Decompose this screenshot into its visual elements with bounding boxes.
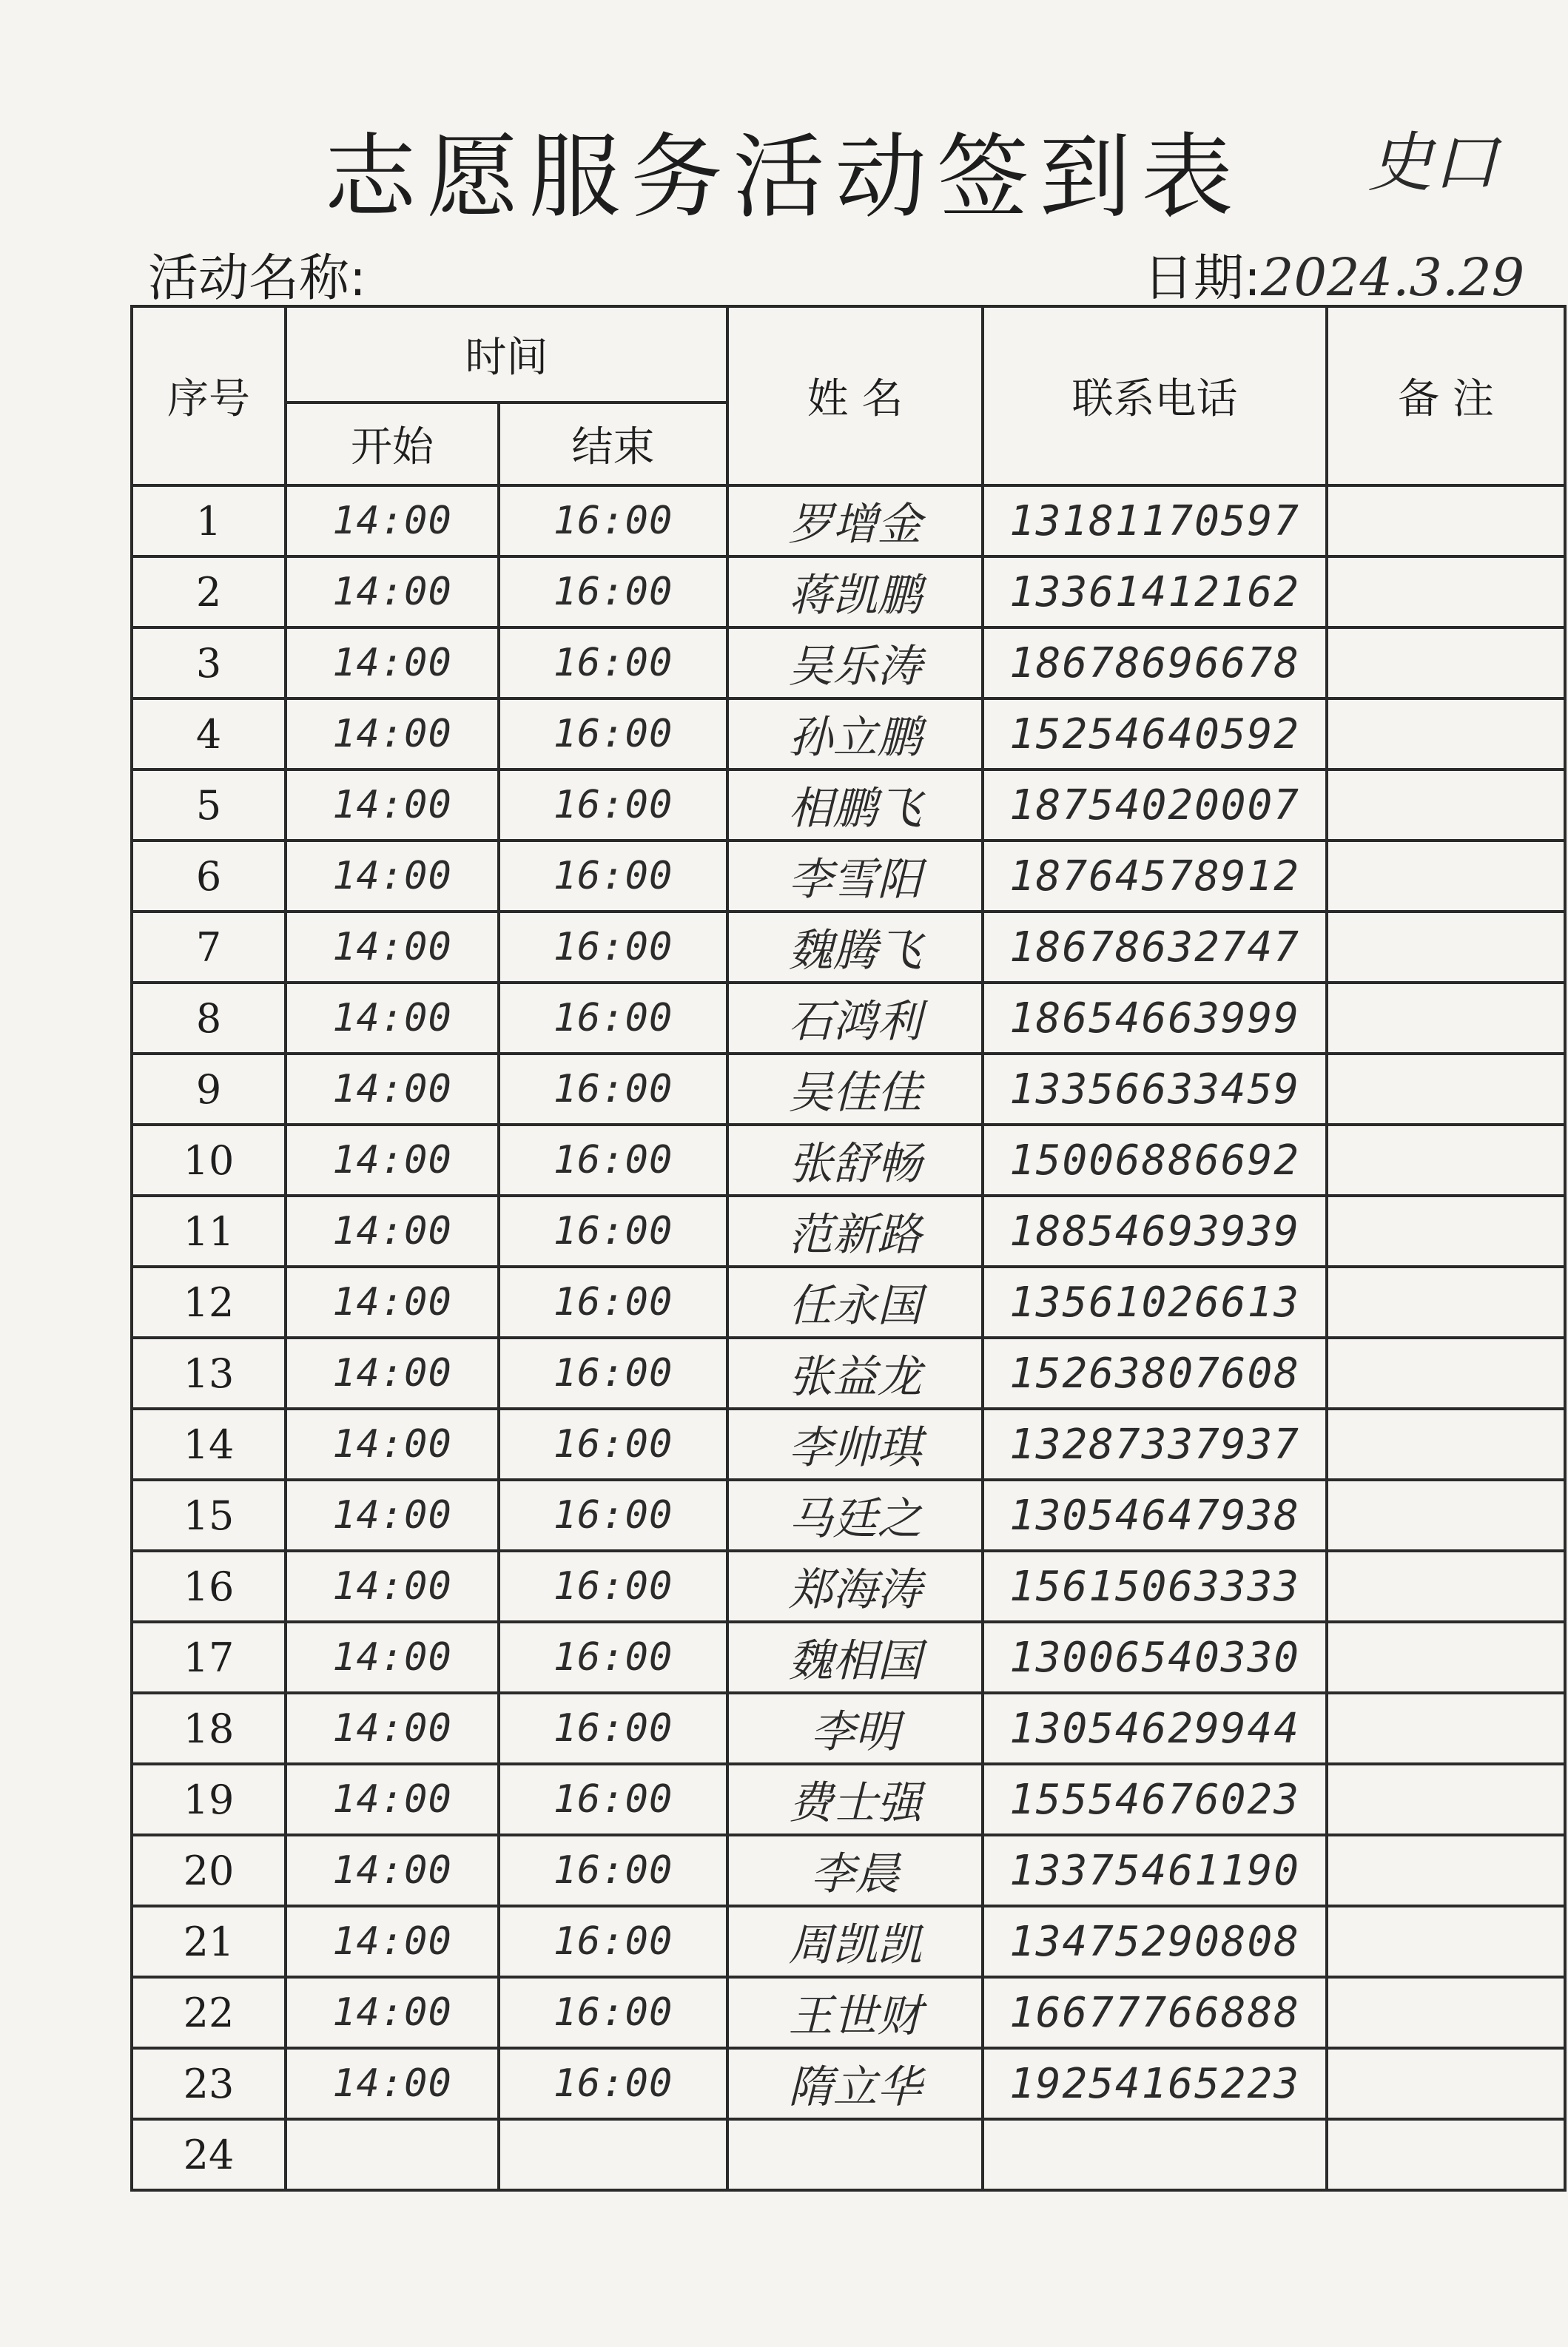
start-time: 14:00 bbox=[286, 1480, 499, 1551]
end-time: 16:00 bbox=[499, 1480, 727, 1551]
phone-number: 13475290808 bbox=[983, 1906, 1327, 1977]
row-index: 13 bbox=[132, 1338, 286, 1409]
row-index: 14 bbox=[132, 1409, 286, 1480]
note-cell bbox=[1327, 983, 1565, 1054]
start-time: 14:00 bbox=[286, 1906, 499, 1977]
signature-name: 任永国 bbox=[727, 1267, 983, 1338]
start-time: 14:00 bbox=[286, 912, 499, 983]
row-index: 24 bbox=[132, 2119, 286, 2190]
signature-name: 罗增金 bbox=[727, 485, 983, 556]
row-index: 8 bbox=[132, 983, 286, 1054]
end-time: 16:00 bbox=[499, 1196, 727, 1267]
note-cell bbox=[1327, 556, 1565, 627]
phone-number: 16677766888 bbox=[983, 1977, 1327, 2048]
note-cell bbox=[1327, 485, 1565, 556]
start-time: 14:00 bbox=[286, 485, 499, 556]
phone-number: 18754020007 bbox=[983, 770, 1327, 841]
phone-number: 13361412162 bbox=[983, 556, 1327, 627]
date-value: 2024.3.29 bbox=[1260, 247, 1525, 308]
note-cell bbox=[1327, 2048, 1565, 2119]
row-index: 22 bbox=[132, 1977, 286, 2048]
header-name: 姓 名 bbox=[727, 306, 983, 485]
note-cell bbox=[1327, 1835, 1565, 1906]
page-title: 志愿服务活动签到表 bbox=[324, 124, 1244, 231]
table-row bbox=[132, 770, 1565, 841]
signature-name: 李雪阳 bbox=[727, 841, 983, 912]
signature-name: 吴佳佳 bbox=[727, 1054, 983, 1125]
note-cell bbox=[1327, 1125, 1565, 1196]
signature-name: 马廷之 bbox=[727, 1480, 983, 1551]
phone-number: 13054629944 bbox=[983, 1693, 1327, 1764]
table-row bbox=[132, 1551, 1565, 1622]
date-field bbox=[1143, 238, 1524, 310]
start-time: 14:00 bbox=[286, 1977, 499, 2048]
end-time: 16:00 bbox=[499, 1551, 727, 1622]
end-time: 16:00 bbox=[499, 1693, 727, 1764]
table-row bbox=[132, 1480, 1565, 1551]
row-index: 1 bbox=[132, 485, 286, 556]
note-cell bbox=[1327, 1551, 1565, 1622]
table-row bbox=[132, 983, 1565, 1054]
table-row bbox=[132, 1054, 1565, 1125]
note-cell bbox=[1327, 1196, 1565, 1267]
start-time: 14:00 bbox=[286, 1693, 499, 1764]
phone-number: 13356633459 bbox=[983, 1054, 1327, 1125]
end-time: 16:00 bbox=[499, 1267, 727, 1338]
row-index: 7 bbox=[132, 912, 286, 983]
start-time: 14:00 bbox=[286, 1835, 499, 1906]
phone-number: 15554676023 bbox=[983, 1764, 1327, 1835]
header-time: 时间 bbox=[286, 306, 727, 403]
signature-name: 蒋凯鹏 bbox=[727, 556, 983, 627]
note-cell bbox=[1327, 2119, 1565, 2190]
header-phone: 联系电话 bbox=[983, 306, 1327, 485]
start-time: 14:00 bbox=[286, 556, 499, 627]
end-time: 16:00 bbox=[499, 841, 727, 912]
start-time: 14:00 bbox=[286, 1764, 499, 1835]
end-time: 16:00 bbox=[499, 1835, 727, 1906]
row-index: 3 bbox=[132, 627, 286, 698]
signature-name: 李明 bbox=[727, 1693, 983, 1764]
row-index: 23 bbox=[132, 2048, 286, 2119]
signature-name: 魏腾飞 bbox=[727, 912, 983, 983]
end-time: 16:00 bbox=[499, 1125, 727, 1196]
row-index: 15 bbox=[132, 1480, 286, 1551]
start-time: 14:00 bbox=[286, 1054, 499, 1125]
end-time: 16:00 bbox=[499, 1338, 727, 1409]
row-index: 9 bbox=[132, 1054, 286, 1125]
note-cell bbox=[1327, 1764, 1565, 1835]
start-time: 14:00 bbox=[286, 1622, 499, 1693]
activity-name-label: 活动名称: bbox=[148, 249, 366, 308]
signature-name: 范新路 bbox=[727, 1196, 983, 1267]
note-cell bbox=[1327, 1267, 1565, 1338]
phone-number: 15006886692 bbox=[983, 1125, 1327, 1196]
start-time: 14:00 bbox=[286, 698, 499, 770]
phone-number bbox=[983, 2119, 1327, 2190]
note-cell bbox=[1327, 1054, 1565, 1125]
note-cell bbox=[1327, 1622, 1565, 1693]
note-cell bbox=[1327, 1906, 1565, 1977]
table-row bbox=[132, 841, 1565, 912]
row-index: 17 bbox=[132, 1622, 286, 1693]
phone-number: 19254165223 bbox=[983, 2048, 1327, 2119]
row-index: 21 bbox=[132, 1906, 286, 1977]
end-time: 16:00 bbox=[499, 2048, 727, 2119]
header-start: 开始 bbox=[286, 403, 499, 485]
signature-name: 石鸿利 bbox=[727, 983, 983, 1054]
signature-name: 隋立华 bbox=[727, 2048, 983, 2119]
note-cell bbox=[1327, 627, 1565, 698]
signature-name: 魏相国 bbox=[727, 1622, 983, 1693]
end-time: 16:00 bbox=[499, 983, 727, 1054]
row-index: 11 bbox=[132, 1196, 286, 1267]
row-index: 16 bbox=[132, 1551, 286, 1622]
header-end: 结束 bbox=[499, 403, 727, 485]
title-handwritten-mark: 史口 bbox=[1367, 124, 1498, 201]
table-row bbox=[132, 698, 1565, 770]
end-time: 16:00 bbox=[499, 1054, 727, 1125]
signature-name: 相鹏飞 bbox=[727, 770, 983, 841]
phone-number: 13054647938 bbox=[983, 1480, 1327, 1551]
signature-name: 张舒畅 bbox=[727, 1125, 983, 1196]
signature-name: 李晨 bbox=[727, 1835, 983, 1906]
row-index: 19 bbox=[132, 1764, 286, 1835]
start-time bbox=[286, 2119, 499, 2190]
end-time: 16:00 bbox=[499, 1977, 727, 2048]
signature-name: 吴乐涛 bbox=[727, 627, 983, 698]
table-row bbox=[132, 485, 1565, 556]
signature-name: 周凯凯 bbox=[727, 1906, 983, 1977]
row-index: 12 bbox=[132, 1267, 286, 1338]
date-label: 日期: bbox=[1143, 249, 1261, 308]
start-time: 14:00 bbox=[286, 770, 499, 841]
phone-number: 13287337937 bbox=[983, 1409, 1327, 1480]
start-time: 14:00 bbox=[286, 627, 499, 698]
phone-number: 18854693939 bbox=[983, 1196, 1327, 1267]
signature-name: 张益龙 bbox=[727, 1338, 983, 1409]
row-index: 6 bbox=[132, 841, 286, 912]
end-time bbox=[499, 2119, 727, 2190]
note-cell bbox=[1327, 698, 1565, 770]
signature-name: 郑海涛 bbox=[727, 1551, 983, 1622]
signature-name: 孙立鹏 bbox=[727, 698, 983, 770]
phone-number: 13181170597 bbox=[983, 485, 1327, 556]
start-time: 14:00 bbox=[286, 2048, 499, 2119]
end-time: 16:00 bbox=[499, 1622, 727, 1693]
start-time: 14:00 bbox=[286, 1196, 499, 1267]
table-row bbox=[132, 1693, 1565, 1764]
end-time: 16:00 bbox=[499, 1906, 727, 1977]
start-time: 14:00 bbox=[286, 983, 499, 1054]
start-time: 14:00 bbox=[286, 1409, 499, 1480]
note-cell bbox=[1327, 912, 1565, 983]
table-row bbox=[132, 1622, 1565, 1693]
end-time: 16:00 bbox=[499, 556, 727, 627]
end-time: 16:00 bbox=[499, 1409, 727, 1480]
note-cell bbox=[1327, 1977, 1565, 2048]
table-row bbox=[132, 1764, 1565, 1835]
table-row bbox=[132, 1267, 1565, 1338]
end-time: 16:00 bbox=[499, 770, 727, 841]
note-cell bbox=[1327, 1409, 1565, 1480]
end-time: 16:00 bbox=[499, 485, 727, 556]
end-time: 16:00 bbox=[499, 698, 727, 770]
table-row bbox=[132, 556, 1565, 627]
note-cell bbox=[1327, 1480, 1565, 1551]
end-time: 16:00 bbox=[499, 627, 727, 698]
table-row bbox=[132, 1125, 1565, 1196]
note-cell bbox=[1327, 1338, 1565, 1409]
table-row bbox=[132, 627, 1565, 698]
table-row bbox=[132, 1835, 1565, 1906]
phone-number: 18678632747 bbox=[983, 912, 1327, 983]
start-time: 14:00 bbox=[286, 1338, 499, 1409]
phone-number: 13006540330 bbox=[983, 1622, 1327, 1693]
row-index: 4 bbox=[132, 698, 286, 770]
start-time: 14:00 bbox=[286, 1125, 499, 1196]
phone-number: 13375461190 bbox=[983, 1835, 1327, 1906]
end-time: 16:00 bbox=[499, 1764, 727, 1835]
table-row bbox=[132, 2048, 1565, 2119]
start-time: 14:00 bbox=[286, 841, 499, 912]
start-time: 14:00 bbox=[286, 1267, 499, 1338]
note-cell bbox=[1327, 1693, 1565, 1764]
table-row bbox=[132, 1409, 1565, 1480]
phone-number: 15254640592 bbox=[983, 698, 1327, 770]
signature-name: 王世财 bbox=[727, 1977, 983, 2048]
signature-name: 费士强 bbox=[727, 1764, 983, 1835]
phone-number: 18678696678 bbox=[983, 627, 1327, 698]
phone-number: 18764578912 bbox=[983, 841, 1327, 912]
table-row bbox=[132, 912, 1565, 983]
sign-in-table bbox=[130, 305, 1567, 2192]
header-note: 备 注 bbox=[1327, 306, 1565, 485]
row-index: 18 bbox=[132, 1693, 286, 1764]
note-cell bbox=[1327, 770, 1565, 841]
start-time: 14:00 bbox=[286, 1551, 499, 1622]
table-row bbox=[132, 1906, 1565, 1977]
phone-number: 18654663999 bbox=[983, 983, 1327, 1054]
phone-number: 15615063333 bbox=[983, 1551, 1327, 1622]
phone-number: 15263807608 bbox=[983, 1338, 1327, 1409]
table-row bbox=[132, 1977, 1565, 2048]
table-row bbox=[132, 1338, 1565, 1409]
note-cell bbox=[1327, 841, 1565, 912]
row-index: 10 bbox=[132, 1125, 286, 1196]
row-index: 2 bbox=[132, 556, 286, 627]
table-row bbox=[132, 1196, 1565, 1267]
row-index: 5 bbox=[132, 770, 286, 841]
signature-name: 李帅琪 bbox=[727, 1409, 983, 1480]
table-row bbox=[132, 2119, 1565, 2190]
end-time: 16:00 bbox=[499, 912, 727, 983]
header-index: 序号 bbox=[132, 306, 286, 485]
signature-name bbox=[727, 2119, 983, 2190]
phone-number: 13561026613 bbox=[983, 1267, 1327, 1338]
row-index: 20 bbox=[132, 1835, 286, 1906]
